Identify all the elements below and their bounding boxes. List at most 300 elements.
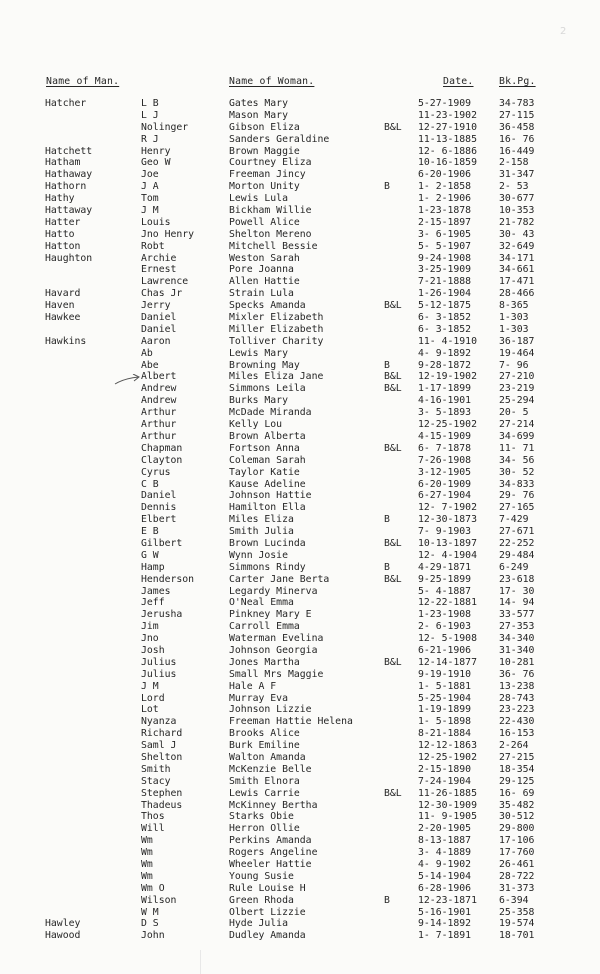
- entry-note: B: [384, 894, 390, 906]
- book-page: 10-281: [499, 656, 535, 668]
- man-given-name: Henderson: [141, 573, 195, 585]
- man-given-name: Stephen: [141, 787, 183, 799]
- man-given-name: James: [141, 585, 171, 597]
- book-page: 36- 76: [499, 668, 535, 680]
- register-row: [0, 348, 600, 360]
- marriage-date: 9-19-1910: [418, 668, 472, 680]
- woman-name: Sanders Geraldine: [229, 133, 330, 145]
- man-given-name: Henry: [141, 145, 171, 157]
- marriage-date: 12-19-1902: [418, 371, 477, 383]
- register-row: [0, 740, 600, 752]
- register-row: [0, 752, 600, 764]
- man-given-name: Robt: [141, 240, 165, 252]
- marriage-date: 6- 7-1878: [418, 442, 472, 454]
- woman-name: Brown Alberta: [229, 430, 306, 442]
- man-given-name: Thos: [141, 811, 165, 823]
- marriage-date: 6- 3-1852: [418, 312, 472, 324]
- register-row: [0, 918, 600, 930]
- woman-name: Kelly Lou: [229, 419, 283, 431]
- book-page: 28-743: [499, 692, 535, 704]
- header-name-of-man: Name of Man.: [46, 76, 120, 87]
- book-page: 7- 96: [499, 359, 529, 371]
- woman-name: Strain Lula: [229, 288, 294, 300]
- marriage-date: 1- 2-1858: [418, 181, 472, 193]
- marriage-date: 9-25-1899: [418, 573, 472, 585]
- register-row: [0, 324, 600, 336]
- woman-name: Rule Louise H: [229, 882, 306, 894]
- man-surname: Hatter: [45, 216, 81, 228]
- woman-name: Powell Alice: [229, 216, 300, 228]
- register-row: [0, 502, 600, 514]
- man-surname: Hathy: [45, 193, 75, 205]
- marriage-date: 1-17-1899: [418, 383, 472, 395]
- register-row: [0, 586, 600, 598]
- register-row: [0, 300, 600, 312]
- man-given-name: Arthur: [141, 430, 177, 442]
- register-row: [0, 360, 600, 372]
- marriage-date: 3-12-1905: [418, 466, 472, 478]
- register-row: [0, 609, 600, 621]
- man-given-name: J A: [141, 181, 159, 193]
- woman-name: Hyde Julia: [229, 918, 288, 930]
- man-given-name: Lord: [141, 692, 165, 704]
- register-row: [0, 98, 600, 110]
- marriage-date: 6-21-1906: [418, 644, 472, 656]
- man-given-name: Saml J: [141, 740, 177, 752]
- register-row: [0, 193, 600, 205]
- woman-name: Wynn Josie: [229, 549, 288, 561]
- woman-name: Jones Martha: [229, 656, 300, 668]
- marriage-date: 12-30-1873: [418, 514, 477, 526]
- book-page: 36-458: [499, 121, 535, 133]
- man-given-name: Wm: [141, 859, 153, 870]
- man-given-name: Chapman: [141, 442, 183, 454]
- woman-name: Smith Julia: [229, 526, 294, 538]
- register-row: [0, 930, 600, 942]
- woman-name: Burks Mary: [229, 395, 288, 407]
- man-given-name: Albert: [141, 371, 177, 383]
- man-given-name: Josh: [141, 644, 165, 656]
- entry-note: B: [384, 514, 390, 526]
- entry-note: B&L: [384, 787, 402, 799]
- man-surname: Hawley: [45, 918, 81, 930]
- register-row: [0, 788, 600, 800]
- book-page: 21-782: [499, 216, 535, 228]
- book-page: 29-800: [499, 823, 535, 835]
- book-page: 34-833: [499, 478, 535, 490]
- man-surname: Hatchett: [45, 145, 93, 157]
- man-given-name: Lawrence: [141, 276, 189, 288]
- man-given-name: W M: [141, 906, 159, 918]
- marriage-date: 11-13-1885: [418, 133, 477, 145]
- marriage-date: 5- 5-1907: [418, 240, 472, 252]
- man-given-name: Jerry: [141, 300, 171, 312]
- woman-name: Weston Sarah: [229, 252, 300, 264]
- man-given-name: Hamp: [141, 561, 165, 573]
- woman-name: McDade Miranda: [229, 407, 312, 419]
- man-surname: Havard: [45, 288, 81, 300]
- woman-name: Pore Joanna: [229, 264, 294, 276]
- book-page: 34- 56: [499, 454, 535, 466]
- marriage-date: 12- 4-1904: [418, 549, 477, 561]
- woman-name: Hamilton Ella: [229, 502, 306, 514]
- book-page: 23-219: [499, 383, 535, 395]
- book-page: 18-701: [499, 930, 535, 942]
- register-row: [0, 205, 600, 217]
- man-given-name: Wm: [141, 847, 153, 859]
- man-given-name: Daniel: [141, 323, 177, 335]
- register-row: [0, 895, 600, 907]
- woman-name: McKinney Bertha: [229, 799, 318, 811]
- marriage-date: 10-13-1897: [418, 537, 477, 549]
- book-page: 2- 53: [499, 181, 529, 193]
- marriage-date: 1- 2-1906: [418, 193, 472, 205]
- register-entries: [0, 98, 600, 942]
- man-given-name: J M: [141, 680, 159, 692]
- man-given-name: Nolinger: [141, 121, 189, 133]
- man-given-name: L B: [141, 98, 159, 109]
- book-page: 7-429: [499, 514, 529, 526]
- book-page: 27-353: [499, 621, 535, 633]
- book-page: 34-699: [499, 430, 535, 442]
- register-row: [0, 407, 600, 419]
- man-surname: Hattaway: [45, 205, 93, 217]
- register-row: [0, 764, 600, 776]
- register-row: [0, 693, 600, 705]
- marriage-date: 5-25-1904: [418, 692, 472, 704]
- marriage-date: 5-14-1904: [418, 870, 472, 882]
- marriage-date: 12-12-1863: [418, 740, 477, 752]
- man-given-name: Daniel: [141, 312, 177, 324]
- man-given-name: Ab: [141, 347, 153, 359]
- book-page: 29- 76: [499, 490, 535, 502]
- man-given-name: R J: [141, 133, 159, 145]
- marriage-date: 2-15-1890: [418, 763, 472, 775]
- woman-name: Simmons Rindy: [229, 561, 306, 573]
- register-row: [0, 883, 600, 895]
- man-given-name: J M: [141, 205, 159, 217]
- book-page: 23-223: [499, 704, 535, 716]
- man-given-name: Richard: [141, 728, 183, 740]
- woman-name: Tolliver Charity: [229, 335, 324, 347]
- book-page: 26-461: [499, 859, 535, 870]
- book-page: 27-115: [499, 109, 535, 121]
- marriage-date: 6-27-1904: [418, 490, 472, 502]
- entry-note: B&L: [384, 383, 402, 395]
- woman-name: Burk Emiline: [229, 740, 300, 752]
- woman-name: Olbert Lizzie: [229, 906, 306, 918]
- man-given-name: Will: [141, 823, 165, 835]
- woman-name: Specks Amanda: [229, 300, 306, 312]
- book-page: 35-482: [499, 799, 535, 811]
- marriage-date: 12-23-1871: [418, 894, 477, 906]
- register-row: [0, 716, 600, 728]
- man-given-name: Julius: [141, 668, 177, 680]
- man-given-name: D S: [141, 918, 159, 930]
- register-row: [0, 514, 600, 526]
- book-page: 18-354: [499, 763, 535, 775]
- marriage-date: 12-27-1910: [418, 121, 477, 133]
- book-page: 27-671: [499, 526, 535, 538]
- register-row: [0, 669, 600, 681]
- man-given-name: Elbert: [141, 514, 177, 526]
- book-page: 16- 76: [499, 133, 535, 145]
- marriage-date: 12-25-1902: [418, 419, 477, 431]
- book-page: 31-347: [499, 169, 535, 181]
- man-given-name: Jeff: [141, 597, 165, 609]
- book-page: 31-373: [499, 882, 535, 894]
- woman-name: Shelton Mereno: [229, 228, 312, 240]
- register-row: [0, 811, 600, 823]
- marriage-date: 8-13-1887: [418, 835, 472, 847]
- register-row: [0, 657, 600, 669]
- man-given-name: Gilbert: [141, 537, 183, 549]
- woman-name: Miller Elizabeth: [229, 323, 324, 335]
- woman-name: Bickham Willie: [229, 205, 312, 217]
- register-row: [0, 110, 600, 122]
- book-page: 22-252: [499, 537, 535, 549]
- woman-name: Simmons Leila: [229, 383, 306, 395]
- register-row: [0, 550, 600, 562]
- woman-name: Johnson Lizzie: [229, 704, 312, 716]
- man-surname: Hatto: [45, 228, 75, 240]
- marriage-date: 3-25-1909: [418, 264, 472, 276]
- register-row: [0, 597, 600, 609]
- man-surname: Hawood: [45, 930, 81, 942]
- woman-name: Walton Amanda: [229, 751, 306, 763]
- book-page: 28-466: [499, 288, 535, 300]
- marriage-date: 5-27-1909: [418, 98, 472, 109]
- marriage-date: 6- 3-1852: [418, 323, 472, 335]
- register-row: [0, 383, 600, 395]
- man-given-name: Louis: [141, 216, 171, 228]
- marriage-date: 11- 4-1910: [418, 335, 477, 347]
- book-page: 22-430: [499, 716, 535, 728]
- marriage-date: 7-21-1888: [418, 276, 472, 288]
- book-page: 2-264: [499, 740, 529, 752]
- book-page: 30- 52: [499, 466, 535, 478]
- marriage-date: 12-30-1909: [418, 799, 477, 811]
- woman-name: McKenzie Belle: [229, 763, 312, 775]
- woman-name: Starks Obie: [229, 811, 294, 823]
- register-row: [0, 371, 600, 383]
- woman-name: Taylor Katie: [229, 466, 300, 478]
- entry-note: B&L: [384, 656, 402, 668]
- woman-name: Freeman Jincy: [229, 169, 306, 181]
- register-row: [0, 704, 600, 716]
- marriage-date: 2- 6-1903: [418, 621, 472, 633]
- register-row: [0, 264, 600, 276]
- book-page: 27-165: [499, 502, 535, 514]
- marriage-date: 4- 9-1902: [418, 859, 472, 870]
- woman-name: Lewis Carrie: [229, 787, 300, 799]
- marriage-date: 5-16-1901: [418, 906, 472, 918]
- man-surname: Hawkee: [45, 312, 81, 324]
- woman-name: Pinkney Mary E: [229, 609, 312, 621]
- marriage-date: 5-12-1875: [418, 300, 472, 312]
- man-given-name: Chas Jr: [141, 288, 183, 300]
- man-surname: Haven: [45, 300, 75, 312]
- book-page: 30- 43: [499, 228, 535, 240]
- woman-name: Brown Lucinda: [229, 537, 306, 549]
- marriage-date: 12- 7-1902: [418, 502, 477, 514]
- man-surname: Hatham: [45, 157, 81, 169]
- book-page: 27-215: [499, 751, 535, 763]
- register-row: [0, 467, 600, 479]
- marriage-date: 2-20-1905: [418, 823, 472, 835]
- book-page: 34-661: [499, 264, 535, 276]
- man-given-name: E B: [141, 526, 159, 538]
- man-given-name: Archie: [141, 252, 177, 264]
- marriage-date: 11-23-1902: [418, 109, 477, 121]
- man-given-name: Wm: [141, 835, 153, 847]
- man-given-name: Arthur: [141, 407, 177, 419]
- woman-name: Dudley Amanda: [229, 930, 306, 942]
- register-row: [0, 395, 600, 407]
- register-row: [0, 288, 600, 300]
- man-given-name: L J: [141, 109, 159, 121]
- book-page: 34-340: [499, 633, 535, 645]
- register-row: [0, 728, 600, 740]
- woman-name: Mason Mary: [229, 109, 288, 121]
- register-row: [0, 455, 600, 467]
- woman-name: Miles Eliza: [229, 514, 294, 526]
- man-given-name: John: [141, 930, 165, 942]
- book-page: 33-577: [499, 609, 535, 621]
- book-page: 23-618: [499, 573, 535, 585]
- book-page: 1-303: [499, 323, 529, 335]
- man-surname: Hatcher: [45, 98, 87, 109]
- register-row: [0, 526, 600, 538]
- book-page: 11- 71: [499, 442, 535, 454]
- marriage-date: 12-25-1902: [418, 751, 477, 763]
- man-given-name: Lot: [141, 704, 159, 716]
- man-given-name: Andrew: [141, 383, 177, 395]
- man-given-name: Jno: [141, 633, 159, 645]
- entry-note: B: [384, 181, 390, 193]
- register-row: [0, 538, 600, 550]
- woman-name: Murray Eva: [229, 692, 288, 704]
- man-given-name: Wm O: [141, 882, 165, 894]
- register-row: [0, 776, 600, 788]
- marriage-date: 4-16-1901: [418, 395, 472, 407]
- woman-name: Miles Eliza Jane: [229, 371, 324, 383]
- man-given-name: Aaron: [141, 335, 171, 347]
- register-row: [0, 633, 600, 645]
- man-surname: Hatton: [45, 240, 81, 252]
- marriage-date: 8-21-1884: [418, 728, 472, 740]
- register-row: [0, 479, 600, 491]
- register-row: [0, 823, 600, 835]
- register-row: [0, 169, 600, 181]
- register-row: [0, 490, 600, 502]
- woman-name: Young Susie: [229, 870, 294, 882]
- marriage-date: 4-29-1871: [418, 561, 472, 573]
- register-row: [0, 574, 600, 586]
- marriage-date: 12-22-1881: [418, 597, 477, 609]
- man-given-name: Nyanza: [141, 716, 177, 728]
- man-given-name: Geo W: [141, 157, 171, 169]
- man-given-name: Stacy: [141, 775, 171, 787]
- woman-name: Green Rhoda: [229, 894, 294, 906]
- book-page: 8-365: [499, 300, 529, 312]
- woman-name: Freeman Hattie Helena: [229, 716, 353, 728]
- header-book-page: Bk.Pg.: [499, 76, 536, 87]
- woman-name: Small Mrs Maggie: [229, 668, 324, 680]
- marriage-date: 5- 4-1887: [418, 585, 472, 597]
- register-row: [0, 645, 600, 657]
- marriage-date: 11-26-1885: [418, 787, 477, 799]
- register-row: [0, 217, 600, 229]
- man-given-name: Wm: [141, 870, 153, 882]
- marriage-date: 6-28-1906: [418, 882, 472, 894]
- book-page: 13-238: [499, 680, 535, 692]
- book-page: 34-783: [499, 98, 535, 109]
- register-row: [0, 181, 600, 193]
- woman-name: Coleman Sarah: [229, 454, 306, 466]
- man-given-name: Smith: [141, 763, 171, 775]
- man-given-name: Andrew: [141, 395, 177, 407]
- register-row: [0, 621, 600, 633]
- man-surname: Haughton: [45, 252, 93, 264]
- register-row: [0, 431, 600, 443]
- marriage-date: 9-28-1872: [418, 359, 472, 371]
- book-page: 27-210: [499, 371, 535, 383]
- entry-note: B&L: [384, 371, 402, 383]
- marriage-date: 7-24-1904: [418, 775, 472, 787]
- woman-name: Browning May: [229, 359, 300, 371]
- register-row: [0, 419, 600, 431]
- book-page: 30-677: [499, 193, 535, 205]
- header-name-of-woman: Name of Woman.: [229, 76, 315, 87]
- entry-note: B: [384, 359, 390, 371]
- marriage-date: 4-15-1909: [418, 430, 472, 442]
- marriage-date: 3- 5-1893: [418, 407, 472, 419]
- marriage-date: 10-16-1859: [418, 157, 477, 169]
- woman-name: Mitchell Bessie: [229, 240, 318, 252]
- woman-name: Johnson Hattie: [229, 490, 312, 502]
- book-page: 31-340: [499, 644, 535, 656]
- book-page: 6-249: [499, 561, 529, 573]
- register-row: [0, 312, 600, 324]
- book-page: 28-722: [499, 870, 535, 882]
- register-row: [0, 859, 600, 871]
- man-given-name: Clayton: [141, 454, 183, 466]
- register-row: [0, 241, 600, 253]
- marriage-date: 12-14-1877: [418, 656, 477, 668]
- book-page: 32-649: [499, 240, 535, 252]
- book-page: 10-353: [499, 205, 535, 217]
- register-row: [0, 562, 600, 574]
- book-page: 27-214: [499, 419, 535, 431]
- marriage-date: 7-26-1908: [418, 454, 472, 466]
- woman-name: Lewis Lula: [229, 193, 288, 205]
- man-given-name: Arthur: [141, 419, 177, 431]
- man-given-name: Jerusha: [141, 609, 183, 621]
- woman-name: Rogers Angeline: [229, 847, 318, 859]
- man-given-name: Jim: [141, 621, 159, 633]
- woman-name: Smith Elnora: [229, 775, 300, 787]
- marriage-date: 3- 6-1905: [418, 228, 472, 240]
- entry-note: B&L: [384, 300, 402, 312]
- man-given-name: Daniel: [141, 490, 177, 502]
- marriage-date: 1-26-1904: [418, 288, 472, 300]
- entry-note: B: [384, 561, 390, 573]
- woman-name: Herron Ollie: [229, 823, 300, 835]
- woman-name: Brown Maggie: [229, 145, 300, 157]
- book-page: 1-303: [499, 312, 529, 324]
- marriage-date: 7- 9-1903: [418, 526, 472, 538]
